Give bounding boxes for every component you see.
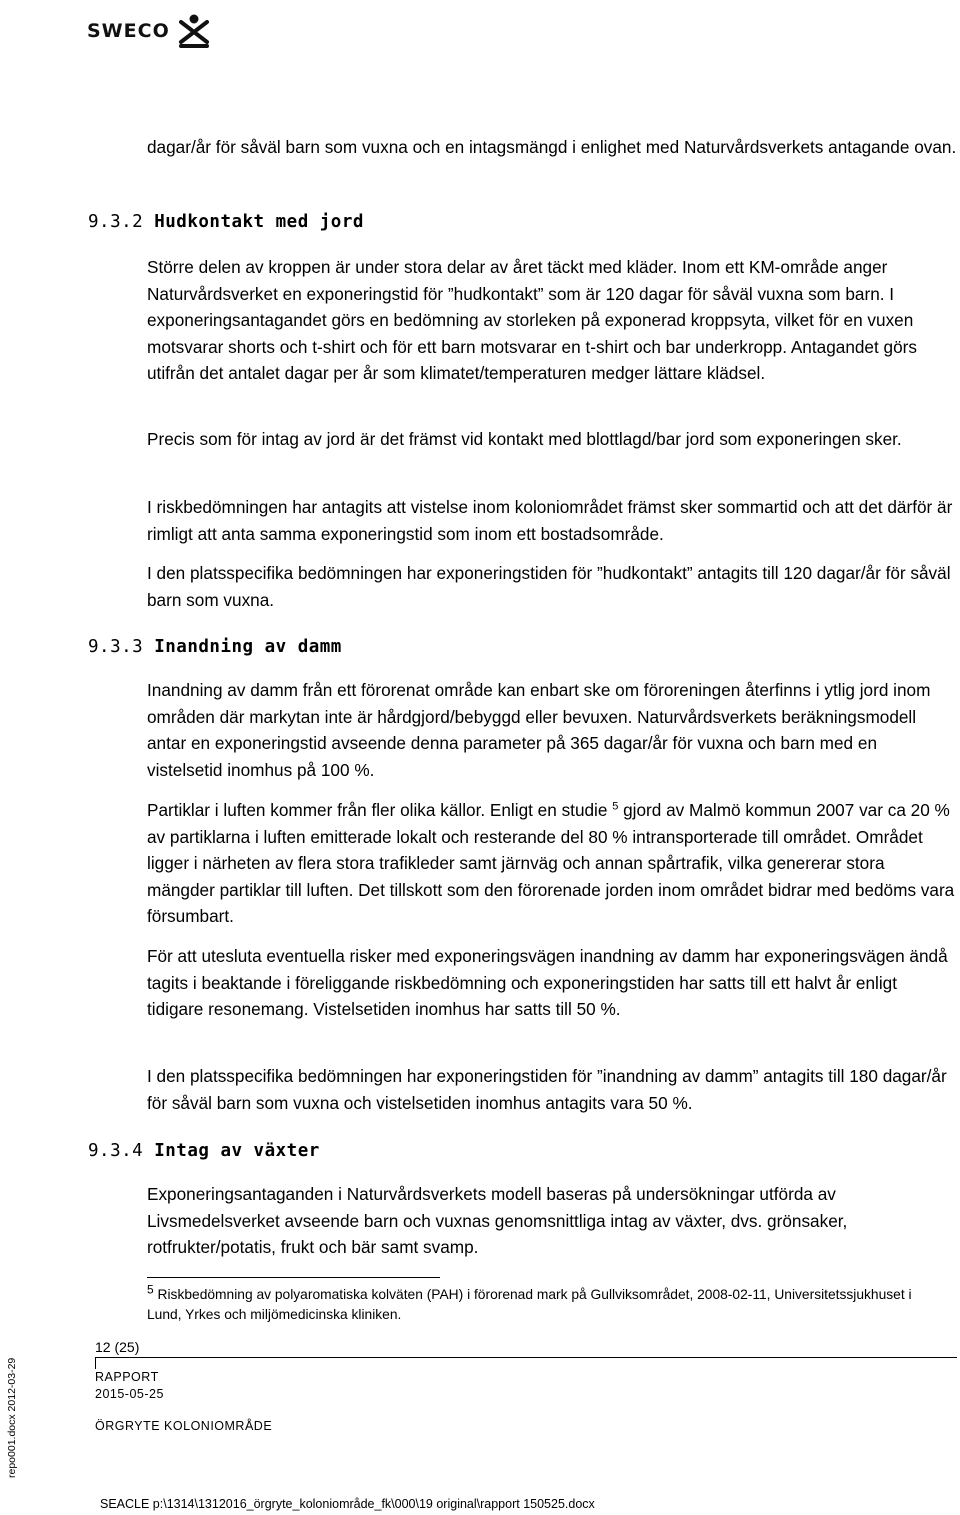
footer-divider — [95, 1357, 957, 1358]
heading-title: Hudkontakt med jord — [154, 212, 364, 232]
template-label: repo001.docx 2012-03-29 — [6, 1357, 18, 1478]
paragraph-damm-4: I den platsspecifika bedömningen har exponeringstiden för ”inandning av damm” antagits till 180 dagar/år för såväl barn som vuxna och vistelsetiden inomhus antagits vara 50 %. — [147, 1066, 947, 1113]
footer-date: 2015-05-25 — [95, 1387, 164, 1401]
heading-9-3-4 — [88, 1141, 320, 1161]
page-number: 12 (25) — [95, 1339, 140, 1355]
paragraph-hudkontakt-2: Precis som för intag av jord är det främst vid kontakt med blottlagd/bar jord som exponeringen sker. — [147, 429, 902, 449]
heading-9-3-2 — [88, 212, 364, 232]
footnote — [147, 1282, 937, 1325]
sweco-figure-icon — [177, 12, 211, 52]
heading-title: Intag av växter — [154, 1141, 320, 1161]
file-path: SEACLE p:\1314\1312016_örgryte_koloniområde_fk\000\19 original\rapport 150525.docx — [100, 1497, 595, 1511]
heading-number: 9.3.3 — [88, 637, 144, 657]
paragraph-hudkontakt-4: I den platsspecifika bedömningen har exponeringstiden för ”hudkontakt” antagits till 120 dagar/år för såväl barn som vuxna. — [147, 563, 951, 610]
footer-divider-tick — [95, 1357, 96, 1369]
footer-project: ÖRGRYTE KOLONIOMRÅDE — [95, 1419, 273, 1433]
footer-doc-type: RAPPORT — [95, 1370, 159, 1384]
paragraph-text: Partiklar i luften kommer från fler olika källor. Enligt en studie — [147, 800, 613, 820]
footnote-separator — [147, 1277, 440, 1278]
heading-9-3-3 — [88, 637, 342, 657]
logo-wordmark: SWECO — [87, 20, 170, 42]
footnote-mark: 5 — [147, 1282, 154, 1297]
heading-number: 9.3.2 — [88, 212, 144, 232]
paragraph-continued: dagar/år för såväl barn som vuxna och en intagsmängd i enlighet med Naturvårdsverkets antagande ovan. — [147, 137, 957, 157]
heading-title: Inandning av damm — [154, 637, 342, 657]
paragraph-vaxter-1: Exponeringsantaganden i Naturvårdsverkets modell baseras på undersökningar utförda av Livsmedelsverket avseende barn och vuxnas genomsnittliga intag av växter, dvs. grönsaker, rotfrukter/potatis, frukt och bär samt svamp. — [147, 1184, 848, 1257]
footnote-ref: 5 — [612, 800, 619, 813]
paragraph-damm-3: För att utesluta eventuella risker med exponeringsvägen inandning av damm har exponeringsvägen ändå tagits i beaktande i föreliggande riskbedömning och exponeringstiden har satts till ett halvt år enligt tidigare resonemang. Vistelsetiden inomhus har satts till 50 %. — [147, 946, 948, 1019]
sweco-logo — [87, 12, 227, 52]
paragraph-hudkontakt-3: I riskbedömningen har antagits att vistelse inom koloniområdet främst sker sommartid och att det därför är rimligt att anta samma exponeringstid som inom ett bostadsområde. — [147, 497, 953, 544]
heading-number: 9.3.4 — [88, 1141, 144, 1161]
paragraph-damm-1: Inandning av damm från ett förorenat område kan enbart ske om föroreningen återfinns i ytlig jord inom områden där markytan inte är hårdgjord/bebyggd eller bevuxen. Naturvårdsverkets beräkningsmodell antar en exponeringstid avseende denna parameter på 365 dagar/år för vuxna och barn med en vistelsetid inomhus på 100 %. — [147, 680, 931, 780]
paragraph-text: gjord av Malmö kommun 2007 var ca 20 % av partiklarna i luften emitterade lokalt och resterande del 80 % intransporterade till området. Området ligger i närheten av flera stora trafikleder samt järnväg och annan spårtrafik, vilka genererar stora mängder partiklar till luften. Det tillskott som den förorenade jorden inom området bidrar med bedöms vara försumbart. — [147, 800, 955, 926]
footnote-text: Riskbedömning av polyaromatiska kolväten (PAH) i förorenad mark på Gullviksområdet, 2008-02-11, Universitetssjukhuset i Lund, Yrkes och miljömedicinska kliniken. — [147, 1287, 912, 1322]
paragraph-hudkontakt-1: Större delen av kroppen är under stora delar av året täckt med kläder. Inom ett KM-område anger Naturvårdsverket en exponeringstid för ”hudkontakt” som är 120 dagar för såväl vuxna som barn. I exponeringsantagandet görs en bedömning av storleken på exponerad kroppsyta, vilket för en vuxen motsvarar shorts och t-shirt och för ett barn motsvarar en t-shirt och bar underkropp. Antagandet görs utifrån det antalet dagar per år som klimatet/temperaturen medger lättare klädsel. — [147, 257, 917, 383]
paragraph-damm-2 — [147, 797, 957, 930]
